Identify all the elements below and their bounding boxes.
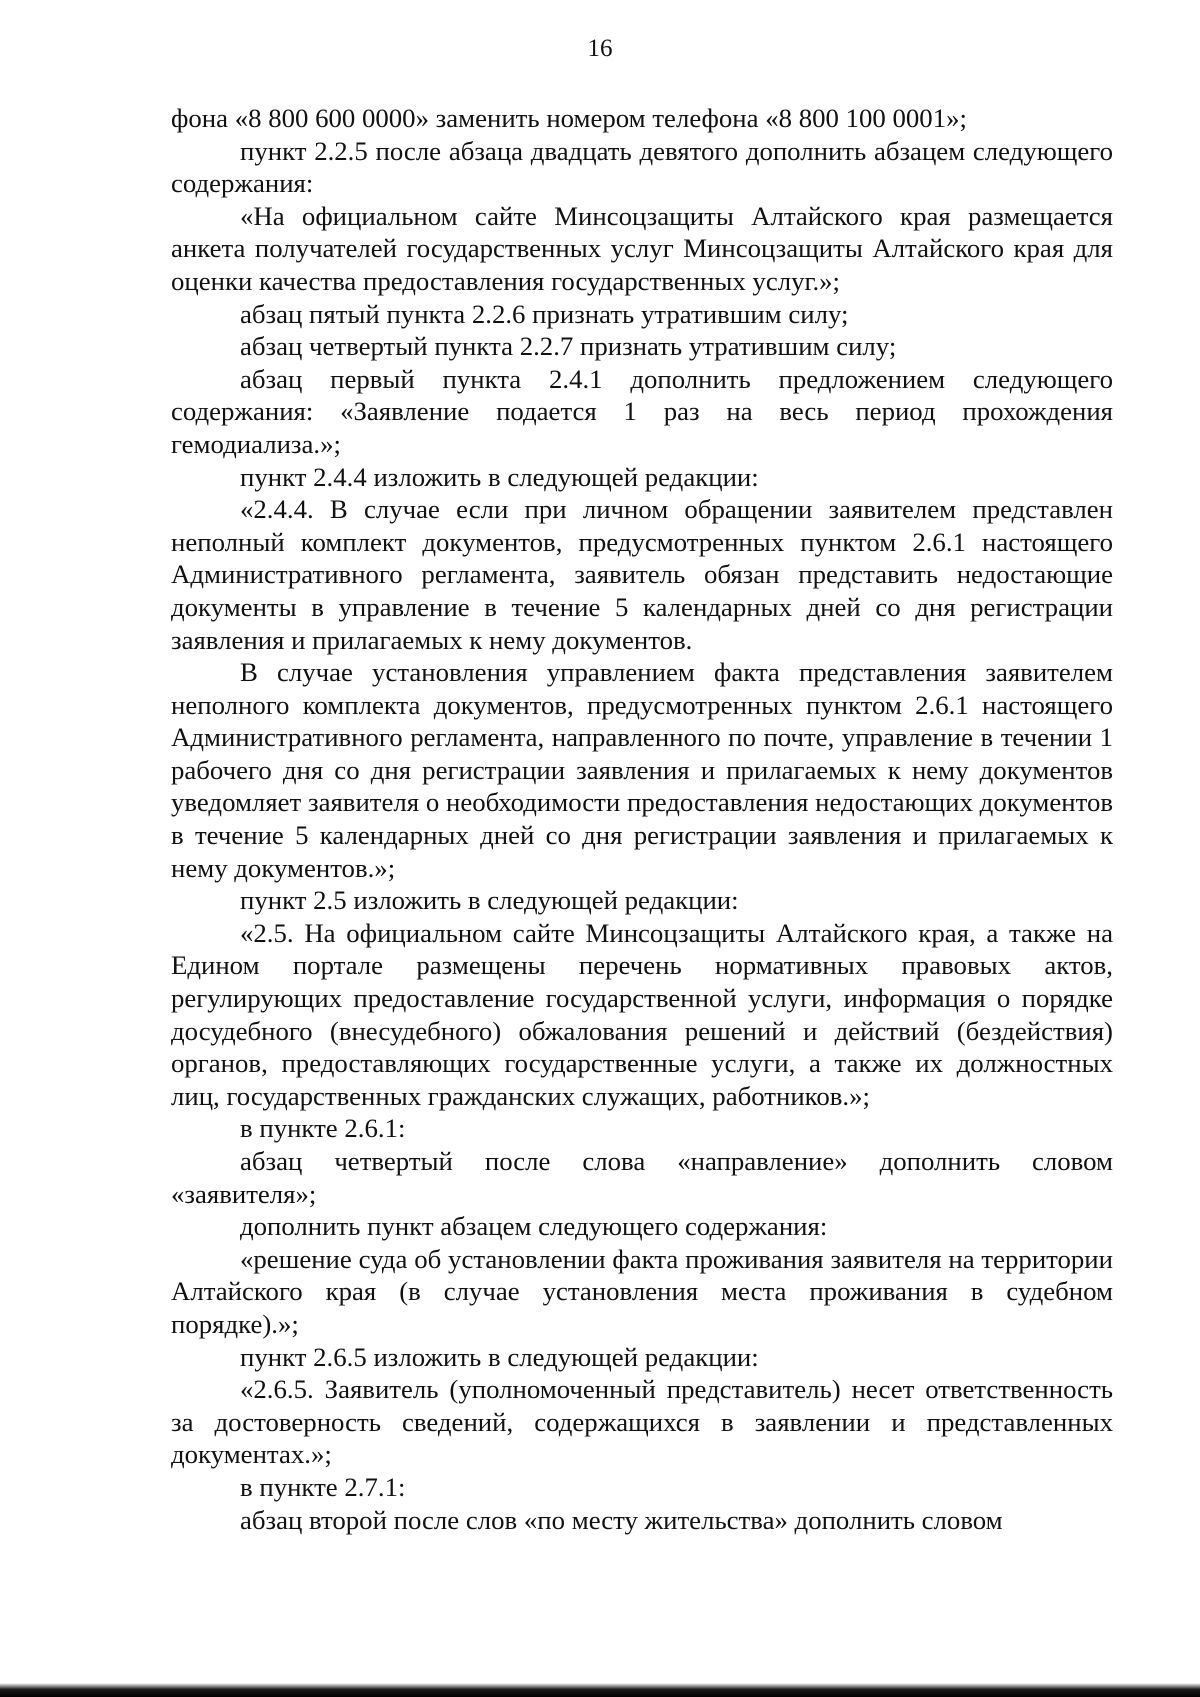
document-body bbox=[171, 102, 1113, 1536]
paragraph: пункт 2.2.5 после абзаца двадцать девятого дополнить абзацем следующего содержания: bbox=[171, 135, 1113, 199]
paragraph: пункт 2.4.4 изложить в следующей редакции: bbox=[240, 461, 759, 492]
paragraph: в пункте 2.7.1: bbox=[240, 1471, 406, 1502]
paragraph: пункт 2.5 изложить в следующей редакции: bbox=[240, 885, 739, 916]
paragraph: абзац четвертый после слова «направление» дополнить словом «заявителя»; bbox=[171, 1146, 1113, 1209]
paragraph: «2.6.5. Заявитель (уполномоченный представитель) несет ответственность за достоверность сведений, содержащихся в заявлении и представленных документах.»; bbox=[171, 1374, 1113, 1470]
paragraph: абзац второй после слов «по месту жительства» дополнить словом bbox=[240, 1504, 1003, 1535]
paragraph: пункт 2.6.5 изложить в следующей редакции: bbox=[240, 1341, 759, 1372]
paragraph: «2.4.4. В случае если при личном обращении заявителем представлен неполный комплект документов, предусмотренных пунктом 2.6.1 настоящего Административного регламента, заявитель обязан представить недостающие документы в управление в течение 5 календарных дней со дня регистрации заявления и прилагаемых к нему документов. bbox=[171, 494, 1113, 655]
paragraph: «решение суда об установлении факта проживания заявителя на территории Алтайского края (в случае установления места проживания в судебном порядке).»; bbox=[171, 1243, 1113, 1339]
paragraph: «2.5. На официальном сайте Минсоцзащиты Алтайского края, а также на Едином портале размещены перечень нормативных правовых актов, регулирующих предоставление государственной услуги, информация о порядке досудебного (внесудебного) обжалования решений и действий (бездействия) органов, предоставляющих государственные услуги, а также их должностных лиц, государственных гражданских служащих, работников.»; bbox=[171, 917, 1113, 1111]
paragraph: дополнить пункт абзацем следующего содержания: bbox=[240, 1211, 828, 1242]
paragraph: В случае установления управлением факта представления заявителем неполного комплекта документов, предусмотренных пунктом 2.6.1 настоящего Административного регламента, направленного по почте, управление в течении 1 рабочего дня со дня регистрации заявления и прилагаемых к нему документов уведомляет заявителя о необходимости предоставления недостающих документов в течение 5 календарных дней со дня регистрации заявления и прилагаемых к нему документов.»; bbox=[171, 657, 1113, 883]
paragraph: абзац четвертый пункта 2.2.7 признать утратившим силу; bbox=[240, 331, 897, 362]
paragraph: «На официальном сайте Минсоцзащиты Алтайского края размещается анкета получателей государственных услуг Минсоцзащиты Алтайского края для оценки качества предоставления государственных услуг.»; bbox=[171, 200, 1113, 296]
page-number: 16 bbox=[587, 35, 613, 62]
paragraph: в пункте 2.6.1: bbox=[240, 1113, 406, 1144]
paragraph: фона «8 800 600 0000» заменить номером телефона «8 800 100 0001»; bbox=[171, 103, 967, 133]
scan-bottom-edge bbox=[0, 1683, 1200, 1697]
paragraph: абзац пятый пункта 2.2.6 признать утратившим силу; bbox=[240, 298, 849, 329]
paragraph: абзац первый пункта 2.4.1 дополнить предложением следующего содержания: «Заявление подается 1 раз на весь период прохождения гемодиализа.»; bbox=[171, 363, 1113, 459]
